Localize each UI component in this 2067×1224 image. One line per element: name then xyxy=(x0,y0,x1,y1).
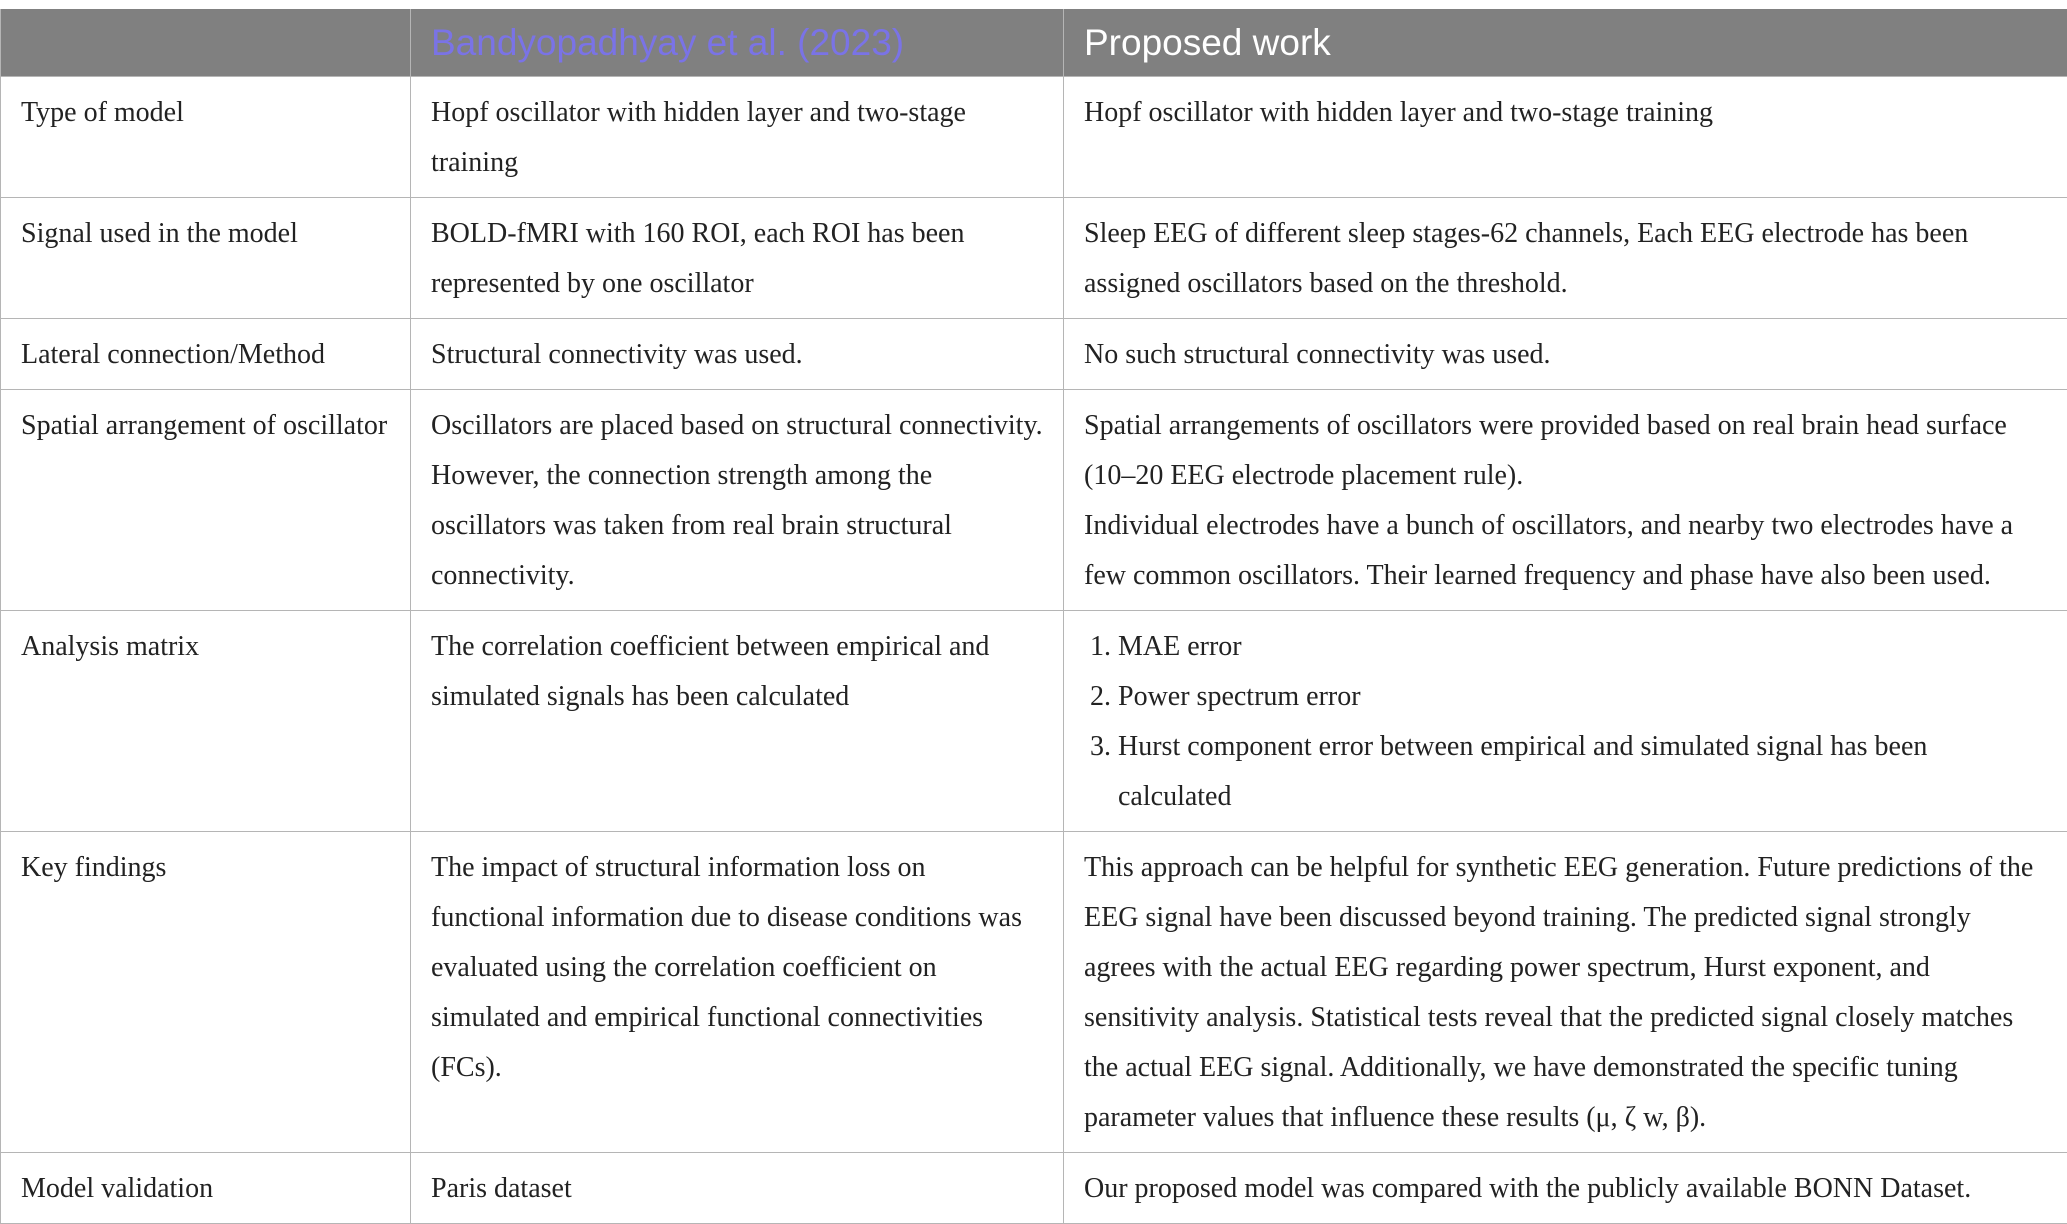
proposed-cell: This approach can be helpful for synthetic EEG generation. Future predictions of the EEG signal have been discussed beyond training. The predicted signal strongly agrees with the actual EEG regarding power spectrum, Hurst exponent, and sensitivity analysis. Statistical tests reveal that the predicted signal closely matches the actual EEG signal. Additionally, we have demonstrated the specific tuning parameter values that influence these results (μ, ζ w, β). xyxy=(1064,832,2067,1153)
header-proposed: Proposed work xyxy=(1064,9,2067,77)
table-row xyxy=(1,198,2067,319)
header-corner-cell xyxy=(1,9,411,77)
reference-cell: The impact of structural information loss on functional information due to disease conditions was evaluated using the correlation coefficient on simulated and empirical functional connectivities (FCs). xyxy=(411,832,1064,1153)
reference-cell: Paris dataset xyxy=(411,1153,1064,1224)
table-row xyxy=(1,1153,2067,1224)
table-row xyxy=(1,832,2067,1153)
header-row xyxy=(1,9,2067,77)
proposed-cell: Sleep EEG of different sleep stages-62 channels, Each EEG electrode has been assigned oscillators based on the threshold. xyxy=(1064,198,2067,319)
reference-cell: Hopf oscillator with hidden layer and two-stage training xyxy=(411,77,1064,198)
metric-list xyxy=(1084,622,2047,822)
table-row xyxy=(1,77,2067,198)
row-label: Signal used in the model xyxy=(1,198,411,319)
proposed-paragraph: Individual electrodes have a bunch of oscillators, and nearby two electrodes have a few common oscillators. Their learned frequency and phase have also been used. xyxy=(1084,501,2047,601)
row-label: Type of model xyxy=(1,77,411,198)
row-label: Analysis matrix xyxy=(1,611,411,832)
reference-cell: BOLD-fMRI with 160 ROI, each ROI has been represented by one oscillator xyxy=(411,198,1064,319)
table-header xyxy=(1,9,2067,77)
comparison-table xyxy=(0,9,2067,1224)
row-label: Spatial arrangement of oscillator xyxy=(1,390,411,611)
header-reference-link[interactable]: Bandyopadhyay et al. (2023) xyxy=(411,9,1064,77)
table-row xyxy=(1,390,2067,611)
list-item: 2. Power spectrum error xyxy=(1118,672,2047,722)
table-row xyxy=(1,611,2067,832)
list-item: 1. MAE error xyxy=(1118,622,2047,672)
row-label: Key findings xyxy=(1,832,411,1153)
proposed-cell: Our proposed model was compared with the publicly available BONN Dataset. xyxy=(1064,1153,2067,1224)
reference-cell: Oscillators are placed based on structural connectivity. However, the connection strength among the oscillators was taken from real brain structural connectivity. xyxy=(411,390,1064,611)
row-label: Lateral connection/Method xyxy=(1,319,411,390)
table-row xyxy=(1,319,2067,390)
list-item: 3. Hurst component error between empirical and simulated signal has been calculated xyxy=(1118,722,2047,822)
proposed-cell: No such structural connectivity was used. xyxy=(1064,319,2067,390)
reference-cell: The correlation coefficient between empirical and simulated signals has been calculated xyxy=(411,611,1064,832)
reference-cell: Structural connectivity was used. xyxy=(411,319,1064,390)
proposed-cell xyxy=(1064,390,2067,611)
proposed-cell: Hopf oscillator with hidden layer and two-stage training xyxy=(1064,77,2067,198)
table-body xyxy=(1,77,2067,1224)
proposed-paragraph: Spatial arrangements of oscillators were provided based on real brain head surface (10–20 EEG electrode placement rule). xyxy=(1084,401,2047,501)
row-label: Model validation xyxy=(1,1153,411,1224)
proposed-cell xyxy=(1064,611,2067,832)
